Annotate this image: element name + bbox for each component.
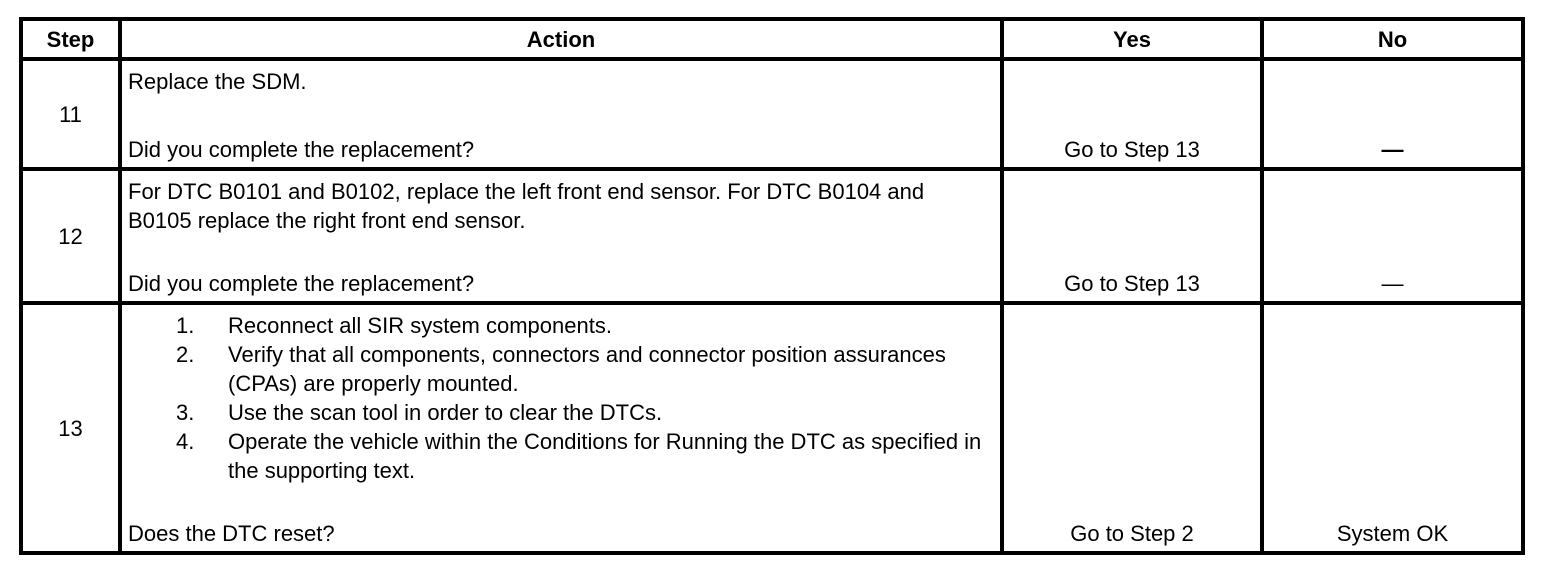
list-item <box>122 427 1000 485</box>
action-question: Did you complete the replacement? <box>128 137 475 162</box>
list-item-number: 2. <box>176 342 195 367</box>
no-cell <box>1262 169 1523 303</box>
yes-result: Go to Step 2 <box>1070 521 1194 546</box>
action-question: Does the DTC reset? <box>128 521 335 546</box>
yes-cell <box>1002 169 1262 303</box>
no-result: — <box>1381 137 1404 162</box>
list-item-text: Reconnect all SIR system components. <box>228 313 612 338</box>
action-text: For DTC B0101 and B0102, replace the left front end sensor. For DTC B0104 and B0105 replace the right front end sensor. <box>128 179 925 233</box>
list-item-number: 4. <box>176 429 195 454</box>
list-item-text: Verify that all components, connectors and connector position assurances (CPAs) are properly mounted. <box>228 342 946 396</box>
no-cell <box>1262 303 1523 553</box>
list-item-number: 3. <box>176 400 195 425</box>
table-row <box>21 303 1523 553</box>
header-no: No <box>1262 19 1523 59</box>
yes-cell <box>1002 59 1262 169</box>
list-item-number: 1. <box>176 313 195 338</box>
table-row <box>21 59 1523 169</box>
action-cell <box>120 59 1002 169</box>
diagnostic-table <box>19 17 1525 555</box>
step-number: 11 <box>21 59 120 169</box>
header-row <box>21 19 1523 59</box>
action-list <box>122 305 1000 485</box>
list-item-text: Use the scan tool in order to clear the DTCs. <box>228 400 663 425</box>
no-cell <box>1262 59 1523 169</box>
action-cell <box>120 303 1002 553</box>
list-item <box>122 340 1000 398</box>
no-result: — <box>1381 271 1404 296</box>
step-number: 13 <box>21 303 120 553</box>
yes-result: Go to Step 13 <box>1064 271 1200 296</box>
no-result: System OK <box>1336 521 1449 546</box>
action-question: Did you complete the replacement? <box>128 271 475 296</box>
action-text: Replace the SDM. <box>128 69 307 94</box>
yes-cell <box>1002 303 1262 553</box>
yes-result: Go to Step 13 <box>1064 137 1200 162</box>
list-item <box>122 311 1000 340</box>
action-cell <box>120 169 1002 303</box>
list-item <box>122 398 1000 427</box>
list-item-text: Operate the vehicle within the Conditions for Running the DTC as specified in the supporting text. <box>228 429 982 483</box>
header-yes: Yes <box>1002 19 1262 59</box>
step-number: 12 <box>21 169 120 303</box>
header-action: Action <box>120 19 1002 59</box>
header-step: Step <box>21 19 120 59</box>
table-row <box>21 169 1523 303</box>
